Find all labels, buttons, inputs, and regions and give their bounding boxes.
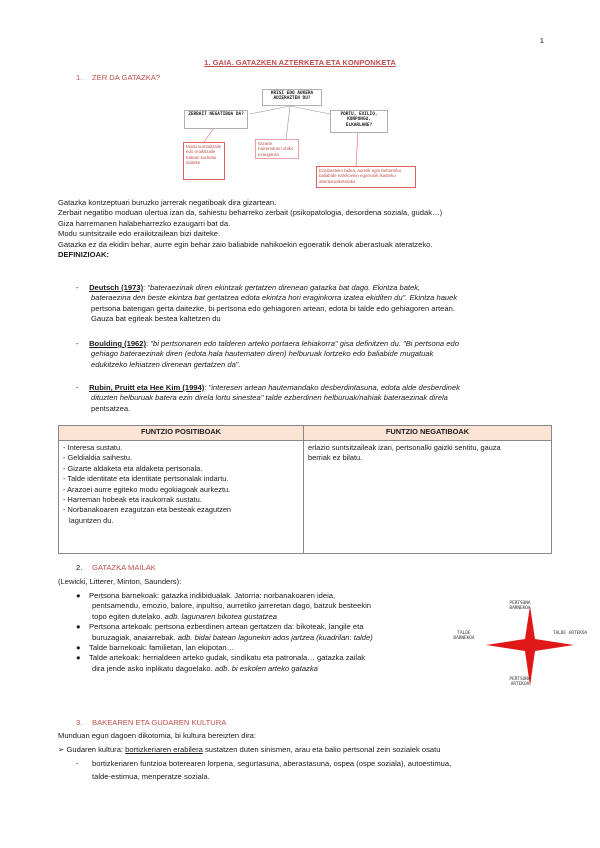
list-item: - Interesa sustatu. xyxy=(63,443,123,452)
levels-list: ● Pertsona barnekoak: gatazka indibidualak. Jatorria: norbanakoaren ideia, pentsamendu, emozio, balore, inpultso, aurretiko jarreretan dago, batzuk besteekin topo egiten dutelako. adb. lagunaren bikotea gustatzea ● Pertsona artekoak: pertsona ezberdinen artean gertatzen da: bikoteak, langile eta buruzagiak, anaiarrebak. adb. bidai batean lagunekin ados jartzea (kuadrilan: talde) ● Talde barnekoak: familietan, lan ekipotan… ● Talde artekoak: herrialdeen arteko gudak, sindikatu eta patronala… gatazka zailak dira jende asko inplikatu dagoelako. adb. bi eskolen arteko gatazka xyxy=(76,591,442,674)
section1-number: 1. xyxy=(76,73,83,82)
list-item: - Gizarte aldaketa eta aldaketa pertsonala. xyxy=(63,463,203,473)
section3-dash: - xyxy=(76,759,79,768)
definition-author: Boulding (1962) xyxy=(89,339,147,348)
section3-line1: Munduan egun dagoen dikotomia, bi kultura bereizten dira: xyxy=(58,731,256,740)
diagram-note-mid: Gizarte harremanen ohiko ezaugarria xyxy=(255,139,299,159)
definition-line: gehiago bateraezinak diren (edota hala hautematen diren) helburuak lortzeko edo baliabide mugatuak xyxy=(91,349,434,359)
text-line: Gatazka kontzeptuari buruzko jarrerak negatiboak dira gizartean. xyxy=(58,198,277,207)
definition-author: Rubin, Pruitt eta Hee Kim (1994) xyxy=(89,383,205,392)
section3-sub2: talde-estimua, menperatze soziala. xyxy=(92,772,210,781)
text-line: Modu suntsitzaile edo eraikitzailean bizi daiteke. xyxy=(58,229,221,239)
section2-number: 2. xyxy=(76,563,83,572)
section1-heading: ZER DA GATAZKA? xyxy=(92,73,161,82)
section2-heading: GATAZKA MAILAK xyxy=(92,563,156,572)
list-item: - Arazoei aurre egiteko modu egokiagoak aurkeztu. xyxy=(63,484,231,494)
list-item: ● Pertsona artekoak: pertsona ezberdinen artean gertatzen da: bikoteak, langile eta xyxy=(76,622,364,632)
section1-text xyxy=(58,198,442,260)
text-line: Gatazka ez da ekidin behar, aurre egin behar zaio baliabide nahikoekin egoeratik denok aberastuak ateratzeko. xyxy=(58,239,433,249)
list-item: - Talde identitate eta identitate pertsonalak indartu. xyxy=(63,474,229,484)
list-item: ● Talde barnekoak: familietan, lan ekipotan… xyxy=(76,643,235,653)
definition-line: pertsona batengan gerta daitezke, bi pertsona edo gehiagoren artean, edota bi talde edo gehiagoren artean. xyxy=(91,303,455,313)
star-label-left: TALDE BARNEKOA xyxy=(453,631,475,642)
text-line: Zerbait negatibo moduan ulertua izan da, sahiestu beharreko zerbait (psikopatologia, desordena soziala, gudak…) xyxy=(58,208,443,218)
table-header: FUNTZIO POSITIBOAK xyxy=(59,426,304,441)
definition-line: "interesen artean hautemandako desberdintasuna, edota alde desberdinek xyxy=(208,383,460,392)
diagram-note-right: Ezinbesteko bidea, auretik egin beharreko baliabide nahikoekin egoerarik ikasteko aberastuaketarako xyxy=(316,166,416,188)
definition-line: "bi pertsonaren edo talderen arteko portaera lehiakorra" gisa definitzen du. "Bi pertsona edo xyxy=(150,339,459,348)
diagram-center-box: KRISI EDO AUKERA ADIERAZTEN DU? xyxy=(262,89,322,106)
page-title: 1. GAIA. GATAZKEN AZTERKETA ETA KONPONKETA xyxy=(204,58,396,67)
table-header: FUNTZIO NEGATIBOAK xyxy=(304,426,552,441)
section3-heading: BAKEAREN ETA GUDAREN KULTURA xyxy=(92,718,227,727)
list-item: - Harreman hobeak eta iraukorrak sustatu. xyxy=(63,495,202,505)
negative-functions-cell xyxy=(304,441,552,554)
section2-authors: (Lewicki, Litterer, Minton, Saunders): xyxy=(58,577,182,586)
section3-sub1: bortizkeriaren funtzioa boterearen lorpena, segurtasuna, aberastasuna, ospea (ospe soziala), autoestimua, xyxy=(92,759,452,768)
functions-table xyxy=(58,425,552,554)
definition-deutsch: - Deutsch (1973): "bateraezinak diren ekintzak gertatzen direnean gatazka bat dago. Ekintza batek, bateraezina den beste ekintza bat gertatzea edota ekintza hori eraginkorra izatea ekiditen du". Ekintza hauek pertsona batengan gerta daitezke, bi pertsona edo gehiagoren artean, edota bi talde edo gehiagoren artean. Gauza bat egiteak bestea kaltetzen du xyxy=(76,283,458,324)
diagram-left-box: ZERBAIT NEGATIBOA DA? xyxy=(184,110,248,129)
section3-number: 3. xyxy=(76,718,83,727)
star-label-top: PERTSONA BARNEKOA xyxy=(509,601,531,612)
definition-author: Deutsch (1973) xyxy=(89,283,144,292)
list-item: - Norbanakoaren ezagutzan eta besteak ezagutzen xyxy=(63,505,232,515)
text-line: Giza harremanen halabeharrezko ezaugarri bat da. xyxy=(58,218,231,228)
definition-boulding: - Boulding (1962): "bi pertsonaren edo talderen arteko portaera lehiakorra" gisa definitzen du. "Bi pertsona edo gehiago bateraezinak diren (edota hala hautematen diren) helburuak lortzeko edo baliabide mugatuak edukitzeko lehiatzen direnean gertatzen da". xyxy=(76,339,459,369)
diagram-note-left: Modu sumtsitzaile edo eraikitzaile batean kudeatu daiteke xyxy=(183,142,225,180)
list-item: laguntzen du. xyxy=(69,515,114,525)
definition-line: pentsatzea. xyxy=(91,403,131,413)
section3-line2: ➢ Gudaren kultura: bortizkeriaren erabilera sustatzen duten sinismen, arau eta balio pertsonal zein sozialek osatu xyxy=(58,745,441,754)
star-label-bottom: PERTSONA ARTEKOA xyxy=(509,677,531,688)
definition-line: bateraezina den beste ekintza bat gertatzea edota ekintza hori eraginkorra izatea ekiditen du". Ekintza hauek xyxy=(91,293,458,303)
definition-line: Gauza bat egiteak bestea kaltetzen du xyxy=(91,314,221,324)
list-item: ● Pertsona barnekoak: gatazka indibidualak. Jatorria: norbanakoaren ideia, xyxy=(76,591,336,600)
list-item: berriak ez bilatu. xyxy=(308,453,363,463)
positive-functions-cell xyxy=(59,441,304,554)
list-item: erlazio suntsitzaileak izan, pertsonalki gaizki sentitu, gauza xyxy=(308,443,501,452)
definizioak-label: DEFINIZIOAK: xyxy=(58,250,110,260)
list-item: ● Talde artekoak: herrialdeen arteko gudak, sindikatu eta patronala… gatazka zailak xyxy=(76,653,366,663)
page-number: 1 xyxy=(539,36,544,45)
definition-line: dituzten helburuak batera ezin direla lortu sinestea" talde ezberdinen helburuak/nahiak bateraezinak direla xyxy=(91,393,448,403)
definition-line: "bateraezinak diren ekintzak gertatzen direnean gatazka bat dago. Ekintza batek, xyxy=(147,283,421,292)
list-item: - Geldialdia saihestu. xyxy=(63,453,133,463)
star-label-right: TALDE ARTEKOA xyxy=(552,631,588,636)
definition-rubin: - Rubin, Pruitt eta Hee Kim (1994): "interesen artean hautemandako desberdintasuna, edota alde desberdinek dituzten helburuak batera ezin direla lortu sinestea" talde ezberdinen helburuak/nahiak bateraezinak direla pentsatzea. xyxy=(76,383,460,413)
definition-line: edukitzeko lehiatzen direnean gertatzen da". xyxy=(91,359,241,369)
diagram-right-box: PORTU, EXILIO, KONPONGU, ELKARLANE? xyxy=(330,110,388,133)
